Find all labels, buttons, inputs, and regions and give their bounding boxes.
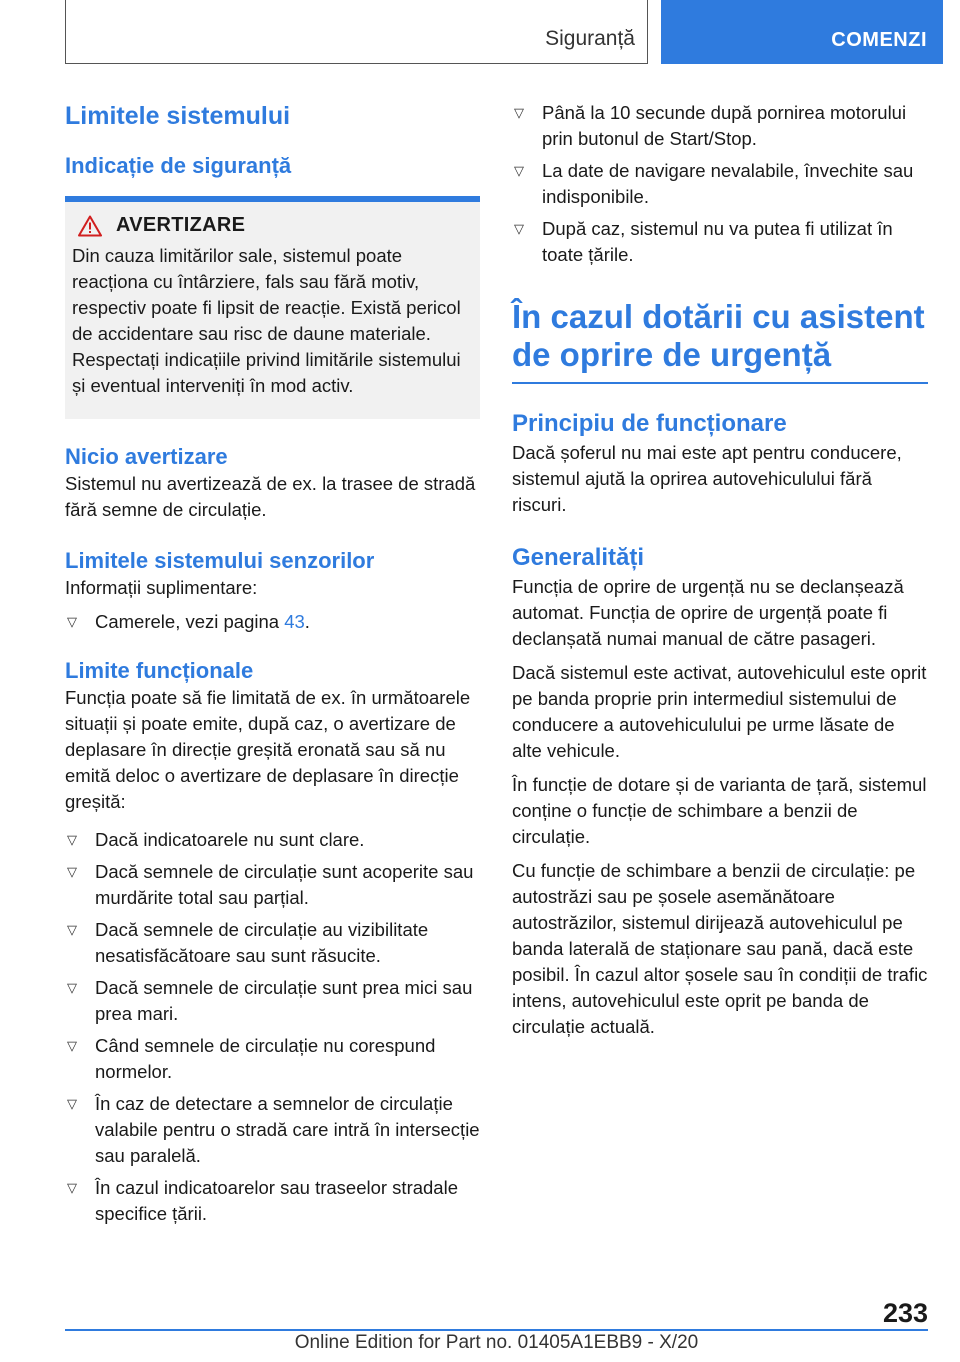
list-item	[65, 1175, 480, 1227]
general-paragraph: Funcția de oprire de urgență nu se declanșează automat. Funcția de oprire de urgență poate fi declanșată numai manual de către pasageri.	[512, 576, 904, 649]
bullet-triangle-icon: ▽	[67, 832, 77, 847]
list-item-text: În cazul indicatoarelor sau traseelor stradale specifice țării.	[95, 1177, 458, 1224]
list-item	[65, 917, 480, 969]
principle-text: Dacă șoferul nu mai este apt pentru conducere, sistemul ajută la oprirea autovehiculului fără riscuri.	[512, 442, 902, 515]
list-item	[65, 827, 480, 853]
safety-note-heading: Indicație de siguranță	[65, 153, 292, 178]
right-column	[512, 100, 928, 1040]
list-item-text: Până la 10 secunde după pornirea motorului prin butonul de Start/Stop.	[542, 102, 907, 149]
sensor-limits-heading: Limitele sistemului senzorilor	[65, 548, 375, 573]
chapter-title: COMENZI	[831, 29, 927, 51]
sensor-limits-list	[65, 609, 480, 635]
left-column	[65, 100, 480, 1233]
warning-text: Din cauza limitărilor sale, sistemul poate reacționa cu întârziere, fals sau fără motiv, respectiv poate fi lipsit de reacție. Există pericol de accidentare sau risc de daune materiale. Respectați indicațiile privind limitările sistemului și eventual interveniți în mod activ.	[72, 245, 461, 396]
functional-limits-list	[65, 827, 480, 1227]
bullet-triangle-icon: ▽	[514, 163, 524, 178]
list-item-text: Dacă semnele de circulație sunt prea mici sau prea mari.	[95, 977, 473, 1024]
footer-rule	[65, 1329, 928, 1331]
chapter-tab[interactable]	[661, 0, 943, 64]
general-heading: Generalități	[512, 544, 645, 571]
bullet-triangle-icon: ▽	[67, 980, 77, 995]
list-item	[65, 609, 480, 635]
bullet-triangle-icon: ▽	[67, 1096, 77, 1111]
section-title: Siguranță	[545, 27, 635, 50]
list-item-text: După caz, sistemul nu va putea fi utilizat în toate țările.	[542, 218, 893, 265]
general-paragraph: În funcție de dotare și de varianta de țară, sistemul conține o funcție de schimbare a benzii de circulație.	[512, 774, 927, 847]
list-item-suffix: .	[304, 611, 310, 632]
page-number: 233	[882, 1298, 928, 1328]
list-item	[65, 975, 480, 1027]
bullet-triangle-icon: ▽	[67, 614, 77, 629]
bullet-triangle-icon: ▽	[67, 1180, 77, 1195]
functional-limits-text: Funcția poate să fie limitată de ex. în următoarele situații și poate emite, după caz, o avertizare de deplasare în direcție greșită eronată sau să nu emită deloc o avertizare de deplasare în direcție greșită:	[65, 687, 471, 812]
functional-limits-heading: Limite funcționale	[65, 658, 254, 683]
bullet-triangle-icon: ▽	[514, 221, 524, 236]
list-item-text: Când semnele de circulație nu corespund normelor.	[95, 1035, 436, 1082]
warning-triangle-icon	[78, 215, 102, 237]
continued-list	[512, 100, 928, 268]
list-item-text: Dacă semnele de circulație sunt acoperite sau murdărite total sau parțial.	[95, 861, 474, 908]
list-item-text: În caz de detectare a semnelor de circulație valabile pentru o stradă care intră în intersecție sau paralelă.	[95, 1093, 480, 1166]
principle-heading: Principiu de funcționare	[512, 410, 787, 437]
sensor-limits-text: Informații suplimentare:	[65, 577, 258, 598]
list-item-text: La date de navigare nevalabile, învechite sau indisponibile.	[542, 160, 914, 207]
list-item	[65, 1091, 480, 1169]
warning-title: AVERTIZARE	[116, 214, 246, 236]
bullet-triangle-icon: ▽	[67, 922, 77, 937]
section-tab[interactable]	[65, 0, 648, 64]
list-item-text: Dacă semnele de circulație au vizibilitate nesatisfăcătoare sau sunt răsucite.	[95, 919, 429, 966]
bullet-triangle-icon: ▽	[514, 105, 524, 120]
list-item	[512, 158, 928, 210]
list-item	[512, 100, 928, 152]
general-paragraph: Cu funcție de schimbare a benzii de circulație: pe autostrăzi sau pe șosele asemănătoare autostrăzilor, sistemul dirijează autovehiculul pe banda laterală de staționare sau pană, dacă este posibil. În cazul altor șosele sau în condiții de trafic intens, autovehiculul este oprit pe banda de circulație actuală.	[512, 860, 928, 1037]
list-item	[65, 1033, 480, 1085]
general-paragraph: Dacă sistemul este activat, autovehiculul este oprit pe banda proprie prin intermediul sistemului de conducere a autovehiculului pe urme lăsate de alte vehicule.	[512, 662, 927, 761]
warning-box	[65, 202, 480, 419]
list-item-text: Dacă indicatoarele nu sunt clare.	[95, 829, 365, 850]
emergency-stop-heading: În cazul dotării cu asistent de oprire de urgență	[512, 298, 928, 384]
list-item	[512, 216, 928, 268]
footer-edition: Online Edition for Part no. 01405A1EBB9 - X/20	[294, 1332, 699, 1353]
no-warning-text: Sistemul nu avertizează de ex. la trasee de stradă fără semne de circulație.	[65, 473, 476, 520]
list-item	[65, 859, 480, 911]
system-limits-heading: Limitele sistemului	[65, 102, 291, 130]
bullet-triangle-icon: ▽	[67, 864, 77, 879]
page-link[interactable]: 43	[284, 611, 305, 632]
list-item-text: Camerele, vezi pagina	[95, 611, 285, 632]
no-warning-heading: Nicio avertizare	[65, 444, 228, 469]
bullet-triangle-icon: ▽	[67, 1038, 77, 1053]
